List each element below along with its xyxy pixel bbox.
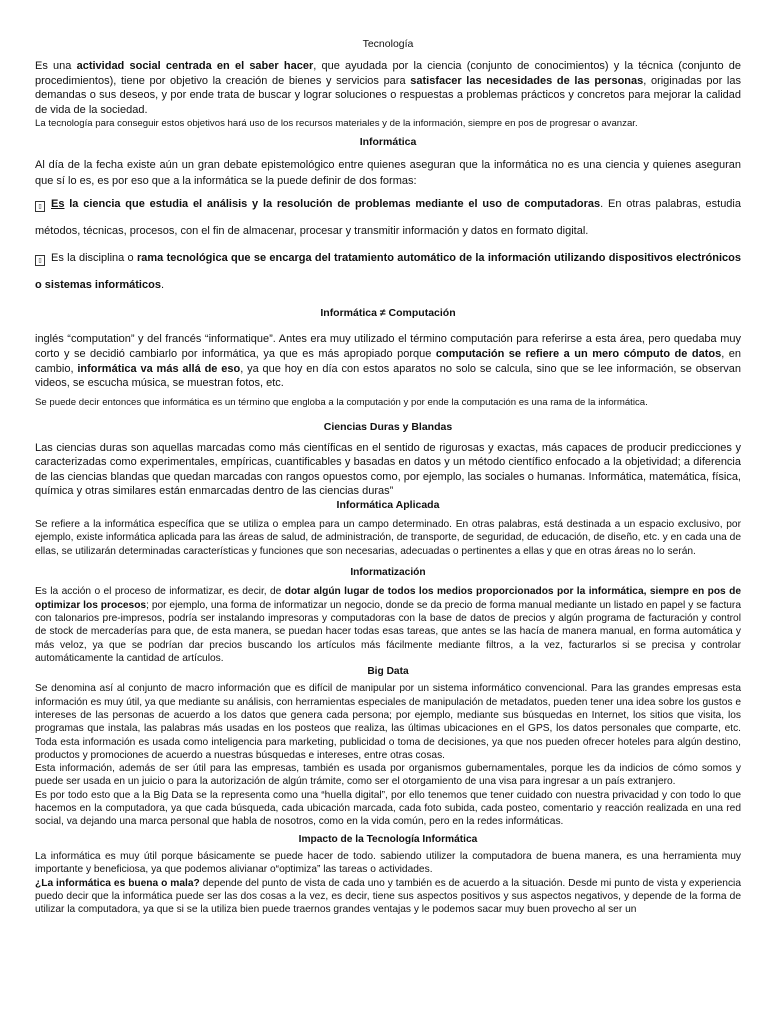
text: depende del punto de vista de cada uno y también es de acuerdo a la situación. Desde mi punto de vista y experiencia puedo decir que la informática puede ser las dos cosas a la vez, es decir, tiene sus aspectos positivos y sus aspectos negativos, y depende de la forma de utilizar la computadora, ya que si se la utiliza bien puede traernos grandes ventajas y le podemos sacar muy buen provecho al ser un	[35, 877, 741, 916]
ciencias-paragraph: Las ciencias duras son aquellas marcadas como más científicas en el sentido de rigurosas y exactas, más capaces de producir predicciones y caracterizadas como experimentales, empíricas, cuantificables y basadas en datos y un método científico enfocado a la objetividad; a diferencia de las ciencias blandas que quedan marcadas con rangos opuestos como, por ejemplo, las sociales o humanas. Informática, matemática, física, química y otras similares están enmarcadas dentro de las ciencias duras”	[35, 441, 741, 498]
bold-text: ¿La informática es buena o mala?	[35, 877, 200, 889]
heading-informatizacion: Informatización	[350, 567, 426, 579]
heading-ciencias: Ciencias Duras y Blandas	[323, 421, 453, 434]
bold-text: computación se refiere a un mero cómputo de datos	[435, 348, 722, 361]
bold-text: la ciencia que estudia el análisis y la resolución de problemas mediante el uso de computadoras	[64, 198, 601, 211]
bold-text: actividad social centrada en el saber hacer	[76, 60, 314, 73]
bold-text: Es	[51, 198, 65, 211]
page-title: Tecnología	[362, 38, 414, 50]
text: , que ayudada por la ciencia (conjunto de conocimientos) y la técnica (conjunto de procedimientos), tiene por objetivo la creación de bienes y servicios para	[35, 60, 741, 87]
big-data-paragraph-3: Es por todo esto que a la Big Data se la representa como una “huella digital”, por ello tenemos que tener cuidado con nuestra privacidad y con todo lo que hacemos en la computadora, ya que cada búsqueda, cada ubicación marcada, cada foto subida, cada posteo, comentario y reacción realizada en una red social, va dejando una marca personal que habla de nosotros, como en la vida común, pero en la redes informáticas.	[35, 789, 741, 828]
heading-impacto: Impacto de la Tecnología Informática	[298, 833, 478, 845]
text: Es una	[35, 60, 77, 73]
text: Es la disciplina o	[51, 252, 137, 265]
informatizacion-paragraph	[35, 585, 741, 665]
text: Es la acción o el proceso de informatizar, es decir, de	[35, 586, 285, 598]
informatica-intro: Al día de la fecha existe aún un gran debate epistemológico entre quienes aseguran que la informática no es una ciencia y quienes aseguran que sí lo es, es por eso que a la informática se la puede definir de dos formas:	[35, 159, 741, 188]
definition-bullet-2	[35, 245, 741, 299]
bold-text: dotar algún lugar de todos los medios proporcionados por la informática, siempre en pos de optimizar los procesos	[35, 586, 741, 611]
bold-text: rama tecnológica que se encarga del tratamiento automático de la información utilizando dispositivos electrónicos o sistemas informáticos	[35, 252, 741, 292]
text: ; por ejemplo, una forma de informatizar un negocio, donde se da precio de forma manual mediante un listado en papel y se factura con talonarios pre-impresos, podría ser instalando impresoras y computadoras con la base de datos de precios y algún programa de facturación y control de stock de mercaderías para que, de esta manera, se puedan hacer todas esas tareas, que antes se las hacía de manera manual, en forma automática y más veloz, ya que se podrían dar precios buscando los artículos más fácilmente mediante filtros, a la vez, facturarlos si se precisa y controlar automáticamente la cantidad de artículos.	[35, 599, 741, 664]
bullet-icon: ▯	[35, 201, 45, 212]
bold-text: informática va más allá de eso	[77, 362, 241, 375]
computacion-paragraph	[35, 332, 741, 390]
text: , originadas por las demandas o sus deseos, y por ende trata de buscar y lograr soluciones o respuestas a problemas prácticos y concretos para mejorar la calidad de vida de la sociedad.	[35, 74, 741, 116]
computacion-note: Se puede decir entonces que informática es un término que engloba a la computación y por ende la computación es una rama de la informática.	[35, 396, 648, 408]
aplicada-paragraph: Se refiere a la informática específica que se utiliza o emplea para un campo determinado. En otras palabras, está destinada a un espacio exclusivo, por ejemplo, existe informática aplicada para las áreas de salud, de administración, de transporte, de seguridad, de educación, de diseño, etc. y en cada una de ellas, se utilizarán determinadas características y funciones que son necesarias, adecuadas o pertinentes a ellas y que en otras áreas no lo serán.	[35, 519, 741, 557]
tecnologia-note: La tecnología para conseguir estos objetivos hará uso de los recursos materiales y de la información, siempre en pos de progresar o avanzar.	[35, 117, 638, 129]
bullet-icon: ▯	[35, 255, 45, 266]
big-data-paragraph-2: Esta información, además de ser útil para las empresas, también es usada por organismos gubernamentales, porque les da indicios de cómo somos y puede ser usada en un juicio o para la autorización de algún trámite, como ser el otorgamiento de una visa para ingresar a un país extranjero.	[35, 763, 741, 788]
heading-informatica-aplicada: Informática Aplicada	[336, 498, 440, 511]
definition-bullet-1	[35, 191, 741, 245]
bold-text: satisfacer las necesidades de las personas	[410, 74, 644, 87]
heading-informatica: Informática	[359, 136, 417, 149]
impacto-paragraph-2	[35, 877, 741, 917]
text: , en cambio,	[35, 348, 741, 375]
text: , ya que hoy en día con estos aparatos no solo se calcula, sino que se lee información, se observan videos, se escucha música, se muestran fotos, etc.	[35, 362, 741, 390]
text: inglés “computation” y del francés “informatique”. Antes era muy utilizado el término computación para referirse a esta área, pero quedaba muy corto y se decidió cambiarlo por informática, ya que es más apropiado porque	[35, 333, 741, 361]
impacto-paragraph-1: La informática es muy útil porque básicamente se puede hacer de todo. sabiendo utilizer la computadora de buena manera, es una herramienta muy importante y beneficiosa, ya que podemos alivianar o“optimiza” las tareas o actividades.	[35, 850, 741, 876]
text: .	[160, 279, 164, 292]
big-data-paragraph-1: Se denomina así al conjunto de macro información que es difícil de manipular por un sistema informático convencional. Para las grandes empresas esta información es muy útil, ya que mediante su análisis, con herramientas especiales de manipulación de metadatos, pueden tener una idea sobre los gustos e intereses de las personas de acuerdo a los datos que genera cada persona; por ejemplo, mediante sus búsquedas en Internet, los sitios que visita, los programas que instala, las palabras más usadas en los posteos que realiza, las últimas ubicaciones en el GPS, los datos personales que comparte, etc. Toda esta información es usada como inteligencia para marketing, publicidad o toma de decisiones, ya que nos pueden ofrecer hoteles para algún destino, productos y promociones de acuerdo a nuestras búsquedas e intereses, entre otras cosas.	[35, 683, 741, 761]
tecnologia-paragraph	[35, 59, 741, 117]
heading-informatica-computacion: Informática ≠ Computación	[320, 307, 456, 320]
text: . En otras palabras, estudia métodos, técnicas, procesos, con el fin de almacenar, procesar y transmitir información y datos en formato digital.	[35, 198, 741, 238]
heading-big-data: Big Data	[367, 666, 409, 678]
